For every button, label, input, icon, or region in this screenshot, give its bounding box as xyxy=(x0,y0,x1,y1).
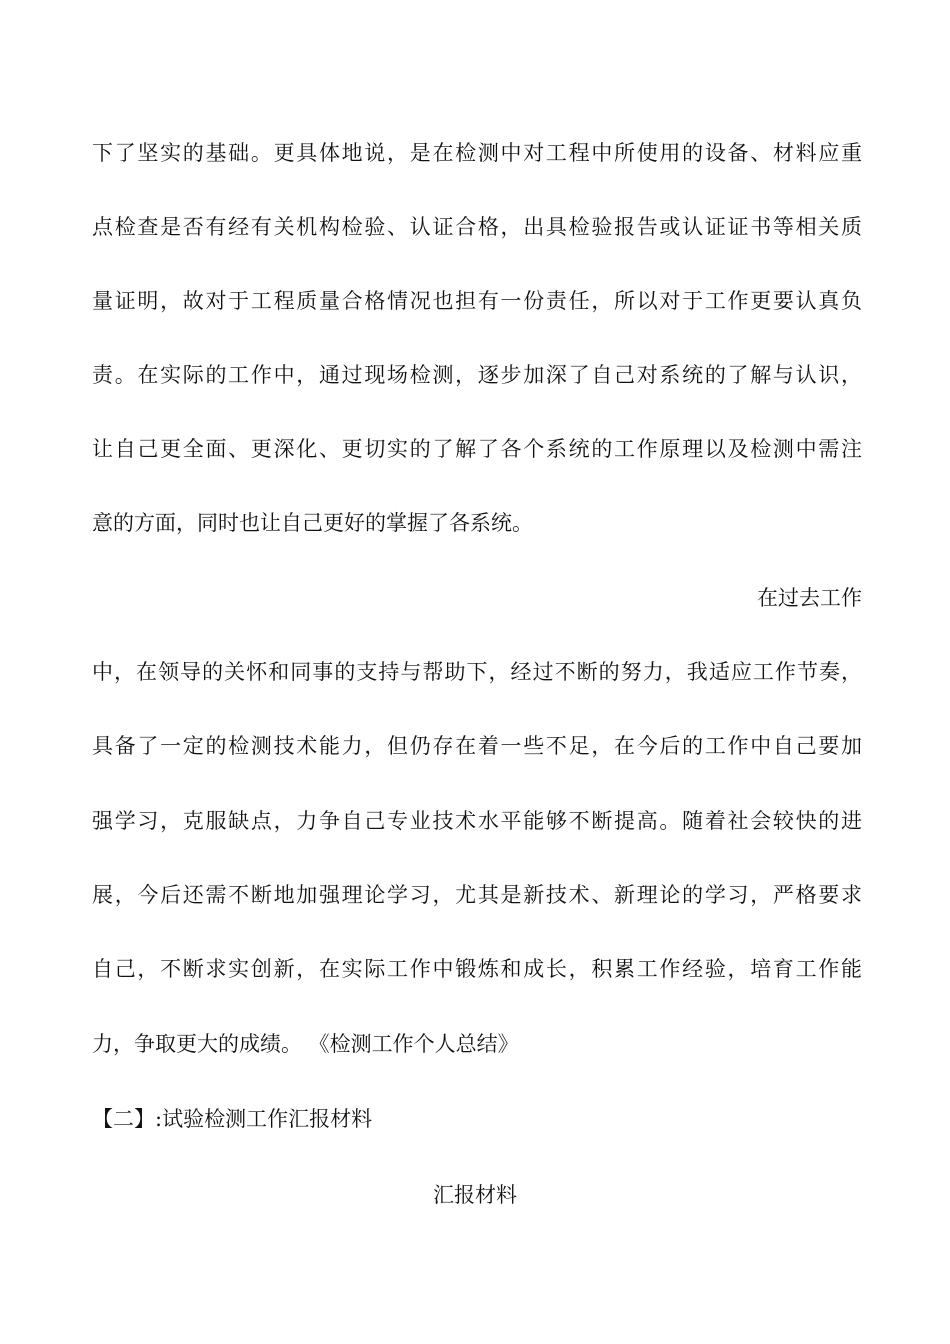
paragraph-2-line-3: 强学习，克服缺点，力争自己专业技术水平能够不断提高。随着社会较快的进 xyxy=(92,809,862,833)
paragraph-2-line-2: 具备了一定的检测技术能力，但仍存在着一些不足，在今后的工作中自己要加 xyxy=(92,734,862,758)
paragraph-1-line-4: 责。在实际的工作中，通过现场检测，逐步加深了自己对系统的了解与认识， xyxy=(92,363,862,387)
paragraph-2-line-6: 力，争取更大的成绩。 《检测工作个人总结》 xyxy=(92,1032,519,1056)
paragraph-2-opening: 在过去工作 xyxy=(757,586,862,610)
paragraph-1-line-2: 点检查是否有经有关机构检验、认证合格，出具检验报告或认证证书等相关质 xyxy=(92,215,862,239)
paragraph-2-line-5: 自己，不断求实创新，在实际工作中锻炼和成长，积累工作经验，培育工作能 xyxy=(92,957,862,981)
section-heading: 【二】:试验检测工作汇报材料 xyxy=(92,1107,373,1131)
paragraph-1-line-3: 量证明，故对于工程质量合格情况也担有一份责任，所以对于工作更要认真负 xyxy=(92,289,862,313)
paragraph-1-line-6: 意的方面，同时也让自己更好的掌握了各系统。 xyxy=(92,511,533,535)
section-title: 汇报材料 xyxy=(433,1183,517,1207)
paragraph-2-line-1: 中，在领导的关怀和同事的支持与帮助下，经过不断的努力，我适应工作节奏， xyxy=(92,660,862,684)
paragraph-1-line-1: 下了坚实的基础。更具体地说，是在检测中对工程中所使用的设备、材料应重 xyxy=(92,141,862,165)
paragraph-2-line-4: 展，今后还需不断地加强理论学习，尤其是新技术、新理论的学习，严格要求 xyxy=(92,883,862,907)
paragraph-1-line-5: 让自己更全面、更深化、更切实的了解了各个系统的工作原理以及检测中需注 xyxy=(92,437,862,461)
